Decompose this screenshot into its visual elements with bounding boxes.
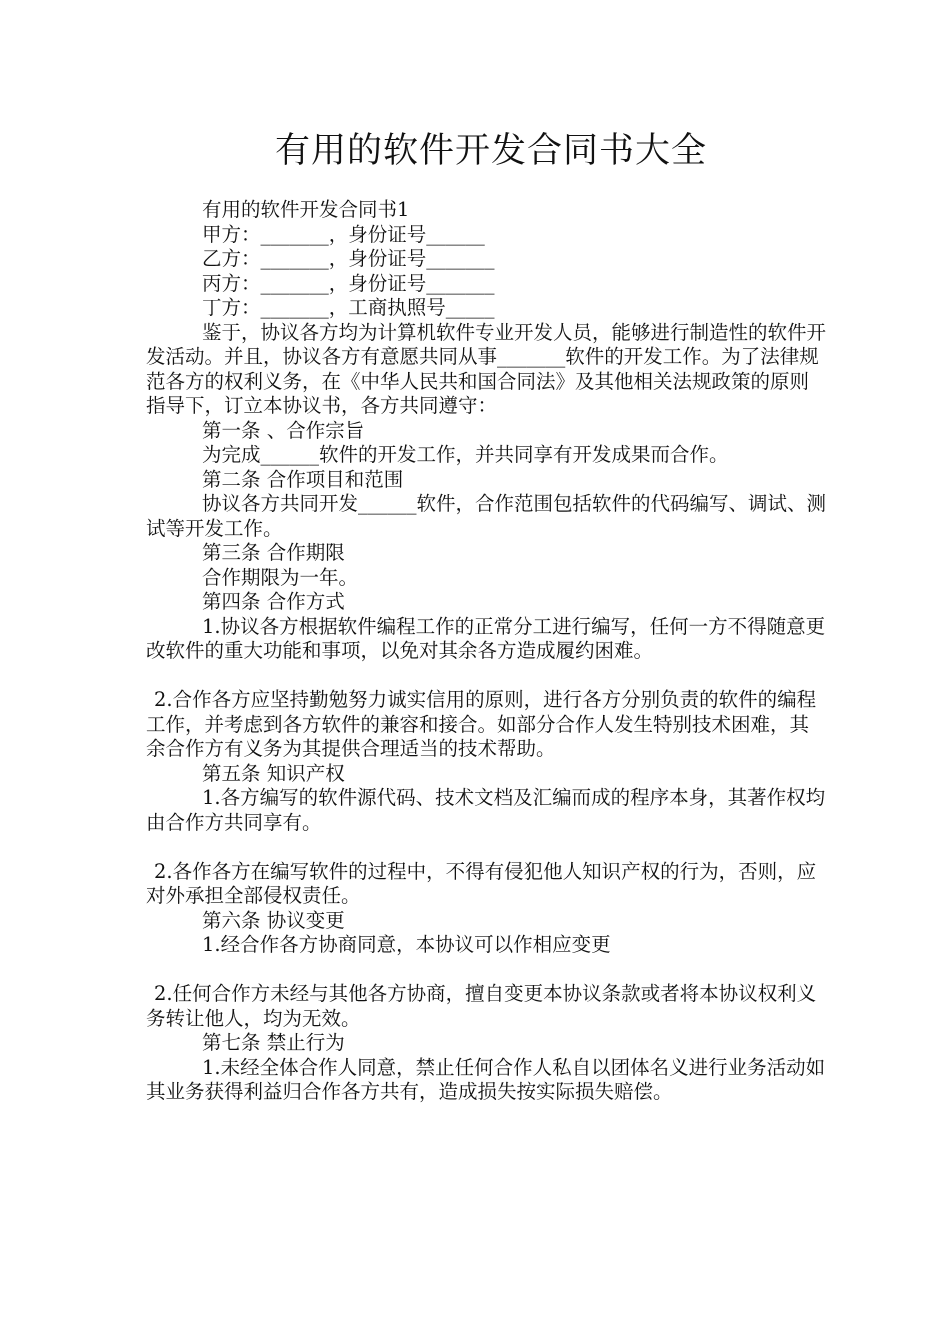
paragraph: 第六条 协议变更 <box>202 908 345 932</box>
paragraph: 甲方：_______，身份证号______ <box>202 222 485 246</box>
paragraph-spacer <box>146 835 826 860</box>
paragraph: 有用的软件开发合同书1 <box>202 198 410 221</box>
paragraph: 第五条 知识产权 <box>202 761 345 785</box>
paragraph: 第七条 禁止行为 <box>202 1031 345 1054</box>
paragraph: 1.协议各方根据软件编程工作的正常分工进行编写，任何一方不得随意更改软件的重大功能和事项，以免对其余各方造成履约困难。 <box>146 614 826 662</box>
document-title: 有用的软件开发合同书大全 <box>274 131 707 171</box>
paragraph-spacer <box>146 664 826 689</box>
paragraph: 丁方：_______，工商执照号_____ <box>202 296 495 319</box>
paragraph: 丙方：_______，身份证号_______ <box>202 271 495 295</box>
paragraph: 协议各方共同开发______软件，合作范围包括软件的代码编写、调试、测试等开发工作。 <box>146 492 827 540</box>
paragraph: 2.各作各方在编写软件的过程中，不得有侵犯他人知识产权的行为，否则，应对外承担全部侵权责任。 <box>146 859 817 907</box>
paragraph: 2.任何合作方未经与其他各方协商，擅自变更本协议条款或者将本协议权利义务转让他人，均为无效。 <box>146 982 817 1030</box>
paragraph: 1.各方编写的软件源代码、技术文档及汇编而成的程序本身，其著作权均由合作方共同享有。 <box>146 786 826 834</box>
paragraph-spacer <box>146 958 826 983</box>
paragraph: 2.合作各方应坚持勤勉努力诚实信用的原则，进行各方分别负责的软件的编程工作，并考虑到各方软件的兼容和接合。如部分合作人发生特别技术困难，其余合作方有义务为其提供合理适当的技术帮助。 <box>146 688 817 760</box>
paragraph: 合作期限为一年。 <box>202 565 359 589</box>
paragraph: 为完成______软件的开发工作，并共同享有开发成果而合作。 <box>202 443 729 466</box>
paragraph: 鉴于，协议各方均为计算机软件专业开发人员，能够进行制造性的软件开发活动。并且，协议各方有意愿共同从事_______软件的开发工作。为了法律规范各方的权利义务，在《中华人民共和国合同法》及其他相关法规政策的原则指导下，订立本协议书，各方共同遵守： <box>146 320 827 417</box>
paragraph: 1.未经全体合作人同意，禁止任何合作人私自以团体名义进行业务活动如其业务获得利益归合作各方共有，造成损失按实际损失赔偿。 <box>146 1055 826 1103</box>
paragraph: 1.经合作各方协商同意，本协议可以作相应变更 <box>202 933 611 956</box>
paragraph: 第四条 合作方式 <box>202 590 345 613</box>
paragraph: 第二条 合作项目和范围 <box>202 467 404 491</box>
paragraph: 第三条 合作期限 <box>202 541 345 564</box>
document-page <box>146 128 826 1105</box>
document-body <box>146 198 826 1105</box>
paragraph: 第一条 、合作宗旨 <box>202 418 365 442</box>
paragraph: 乙方：_______，身份证号_______ <box>202 247 495 270</box>
